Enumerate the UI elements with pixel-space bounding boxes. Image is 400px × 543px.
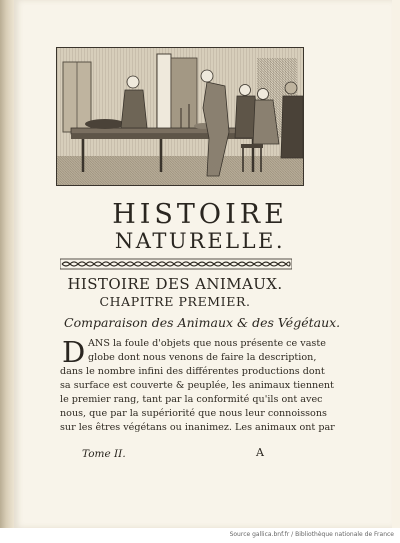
body-line: globe dont nous venons de faire la description, <box>88 352 317 363</box>
source-credit: Source gallica.bnf.fr / Bibliothèque nationale de France <box>229 531 394 538</box>
ornamental-divider <box>60 258 292 270</box>
book-spine <box>0 0 14 528</box>
drop-capital: D <box>62 335 86 369</box>
signature-mark: A <box>256 446 264 459</box>
chapter-heading: CHAPITRE PREMIER. <box>99 294 251 309</box>
engraving-drawing <box>57 48 303 185</box>
volume-marker: Tome II. <box>82 448 126 460</box>
body-line: nous, que par la supériorité que nous leur connoissons <box>60 408 327 419</box>
body-line: dans le nombre infini des différentes productions dont <box>60 366 325 377</box>
body-line: ANS la foule d'objets que nous présente ce vaste <box>88 338 326 349</box>
engraving-illustration <box>56 47 304 186</box>
chapter-subheading: Comparaison des Animaux & des Végétaux. <box>64 315 341 330</box>
body-line: le premier rang, tant par la conformité qu'ils ont avec <box>60 394 323 405</box>
title-histoire: HISTOIRE <box>112 199 288 230</box>
section-heading: HISTOIRE DES ANIMAUX. <box>67 275 283 293</box>
body-line: sur les êtres végétans ou inanimez. Les animaux ont par <box>60 422 335 433</box>
title-naturelle: NATURELLE. <box>114 229 286 253</box>
body-line: sa surface est couverte & peuplée, les animaux tiennent <box>60 380 334 391</box>
